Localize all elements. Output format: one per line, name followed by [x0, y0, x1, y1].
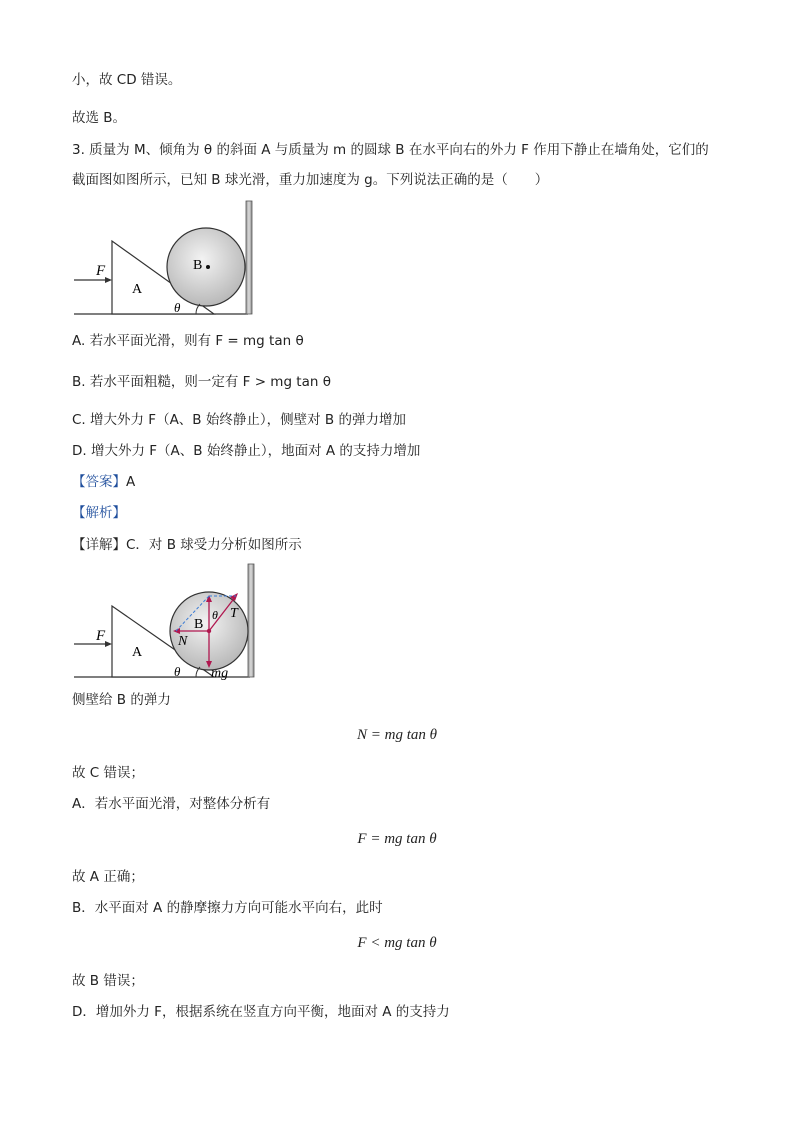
question-3-line-1: 3. 质量为 M、倾角为 θ 的斜面 A 与质量为 m 的圆球 B 在水平向右的外力 F 作用下静止在墙角处，它们的 — [72, 142, 709, 158]
text-line: 故选 B。 — [72, 110, 127, 126]
question-3-line-2: 截面图如图所示，已知 B 球光滑，重力加速度为 g。下列说法正确的是（ ） — [72, 172, 549, 188]
detail-text: C．对 B 球受力分析如图所示 — [126, 537, 302, 553]
detail-tag: 【详解】 — [72, 537, 126, 553]
figure-2-force-analysis — [70, 561, 262, 683]
option-a[interactable]: A. 若水平面光滑，则有 F = mg tan θ — [72, 333, 304, 349]
label-b: B — [193, 258, 203, 273]
label-theta: θ — [174, 664, 181, 679]
label-t: T — [230, 606, 238, 621]
text-line: 故 C 错误； — [72, 765, 145, 781]
option-b[interactable]: B. 若水平面粗糙，则一定有 F > mg tan θ — [72, 374, 331, 390]
side-wall — [248, 564, 254, 677]
detail-row — [72, 535, 302, 555]
text-line: D．增加外力 F，根据系统在竖直方向平衡，地面对 A 的支持力 — [72, 1004, 450, 1020]
text-line: 故 B 错误； — [72, 973, 144, 989]
label-f: F — [96, 263, 106, 279]
equation-3: F < mg tan θ — [357, 935, 437, 951]
text-line: A．若水平面光滑，对整体分析有 — [72, 796, 271, 812]
ball-center-dot — [206, 265, 210, 269]
option-c[interactable]: C. 增大外力 F（A、B 始终静止），侧壁对 B 的弹力增加 — [72, 412, 406, 428]
answer-value: A — [126, 474, 136, 490]
text-line: 侧壁给 B 的弹力 — [72, 692, 171, 708]
text-line: 故 A 正确； — [72, 869, 144, 885]
answer-tag: 【答案】 — [72, 474, 126, 490]
label-mg: mg — [211, 666, 229, 681]
label-a: A — [132, 645, 143, 660]
force-f-arrowhead — [105, 277, 112, 283]
label-theta: θ — [174, 300, 181, 315]
label-a: A — [132, 282, 143, 297]
answer-row — [72, 472, 135, 492]
option-d[interactable]: D. 增大外力 F（A、B 始终静止），地面对 A 的支持力增加 — [72, 443, 421, 459]
analysis-tag: 【解析】 — [72, 505, 126, 521]
text-line: 小，故 CD 错误。 — [72, 72, 182, 88]
equation-2: F = mg tan θ — [357, 831, 437, 847]
label-f: F — [96, 628, 106, 644]
label-b: B — [194, 617, 204, 632]
label-theta-2: θ — [212, 608, 218, 622]
side-wall — [246, 201, 252, 314]
equation-1: N = mg tan θ — [357, 727, 437, 743]
figure-1-incline-ball — [70, 198, 260, 320]
force-f-arrowhead — [105, 641, 112, 647]
label-n: N — [178, 634, 188, 649]
text-line: B．水平面对 A 的静摩擦力方向可能水平向右，此时 — [72, 900, 383, 916]
analysis-row — [72, 503, 126, 523]
